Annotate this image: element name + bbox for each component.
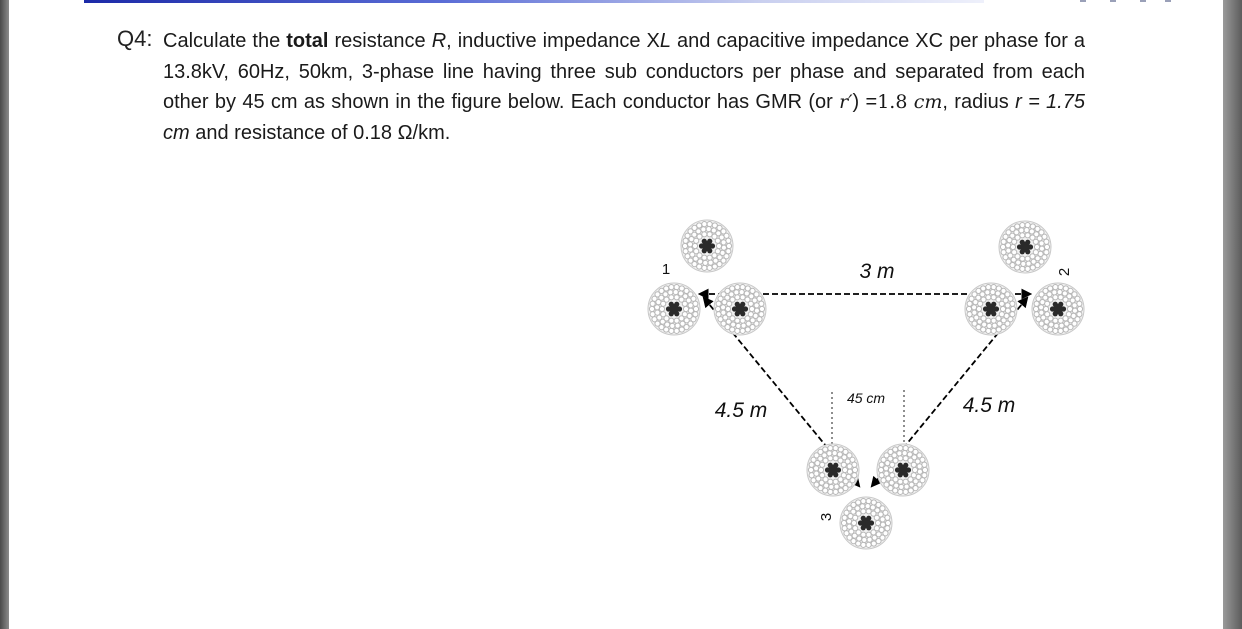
question-text-part: and capacitive impedance XC per phase for a 13.8kV, 60Hz, 50km, 3-phase line having three sub conductors per phase and separated from each other by 45 cm as shown in the figure below. Each conductor has GMR (or <box>163 30 1086 113</box>
phase-3-conductor-bottom <box>840 497 892 549</box>
question-emphasis: total <box>286 30 329 52</box>
radius-expression: r = 1.75 cm <box>163 91 1085 144</box>
top-distance-label: 3 m <box>859 260 895 283</box>
phase-3-label: 3 <box>818 512 835 522</box>
phase-2-conductor-right <box>1032 283 1084 335</box>
question-text-part: ) = <box>852 91 878 113</box>
phase-2-conductor-left <box>965 283 1017 335</box>
phase-1-conductor-right <box>714 283 766 335</box>
question-text-part: , inductive impedance X <box>446 30 660 52</box>
question-text-part: resistance <box>328 30 432 52</box>
spacing-label: 45 cm <box>846 390 886 406</box>
variable-r-prime: r′ <box>839 91 853 113</box>
variable-r: R <box>431 30 447 52</box>
phase-3-conductor-right <box>877 444 929 496</box>
left-distance-label: 4.5 m <box>714 399 768 422</box>
phase-1-label: 1 <box>661 261 671 278</box>
phase-2-label: 2 <box>1056 267 1073 277</box>
phase-3-conductor-left <box>807 444 859 496</box>
phase-1-conductor-top <box>681 220 733 272</box>
phase-1-conductor-left <box>648 283 700 335</box>
question-number: Q4: <box>117 26 153 51</box>
variable-l-subscript: L <box>659 30 672 52</box>
question-text-part: , radius <box>942 91 1016 113</box>
phase-2-conductor-top <box>999 221 1051 273</box>
question-text-part: Calculate the <box>163 30 287 52</box>
right-distance-label: 4.5 m <box>962 394 1016 417</box>
gmr-value: 1.8 <box>877 91 908 113</box>
gmr-unit: cm <box>913 91 943 113</box>
question-text-part: and resistance of 0.18 Ω/km. <box>189 121 451 144</box>
